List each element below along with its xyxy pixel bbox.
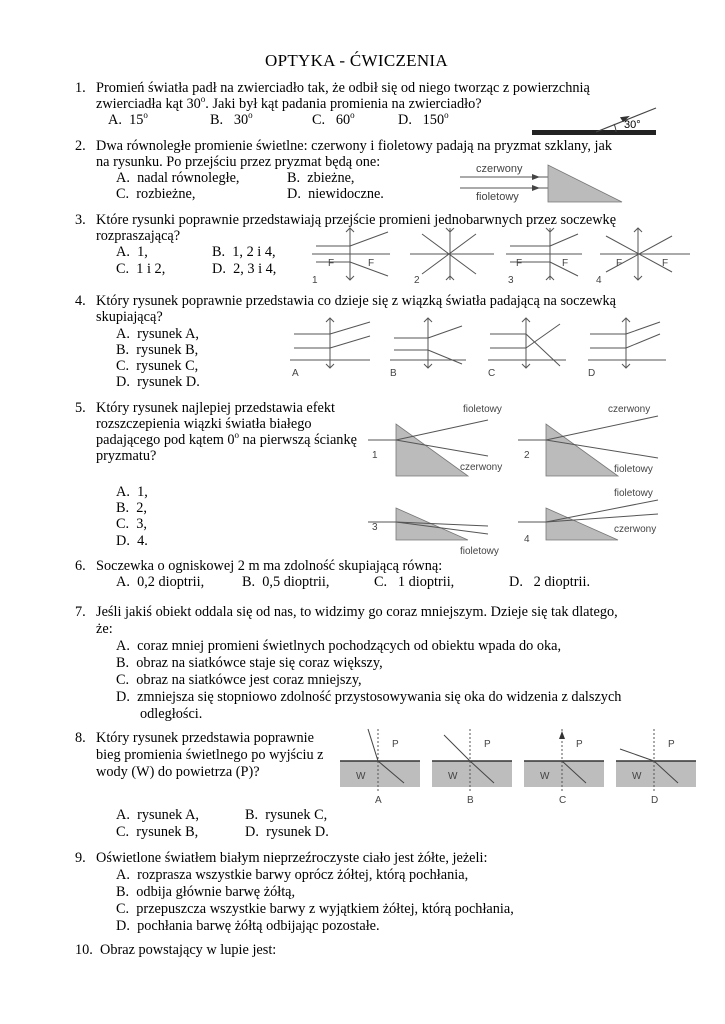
q3-option-c[interactable]: C. 1 i 2, bbox=[116, 261, 166, 277]
q4-text-line2: skupiającą? bbox=[96, 309, 163, 325]
q3-fig-2 bbox=[410, 228, 494, 280]
q9-option-d[interactable]: D. pochłania barwę żółtą odbijając pozostałe. bbox=[116, 918, 380, 934]
q3-fig-3 bbox=[506, 228, 582, 280]
q6-option-b[interactable]: B. 0,5 dioptrii, bbox=[242, 574, 330, 590]
q8-fig-b bbox=[432, 729, 512, 793]
svg-text:czerwony: czerwony bbox=[608, 404, 651, 415]
q2-option-b[interactable]: B. zbieżne, bbox=[287, 170, 355, 186]
svg-text:3: 3 bbox=[372, 522, 378, 533]
q8-option-b[interactable]: B. rysunek C, bbox=[245, 807, 328, 823]
q5-prism-figures bbox=[368, 400, 668, 560]
q8-option-a[interactable]: A. rysunek A, bbox=[116, 807, 200, 823]
q5-option-a[interactable]: A. 1, bbox=[116, 484, 148, 500]
q4-lens-figures bbox=[290, 316, 670, 378]
q9-option-c[interactable]: C. przepuszcza wszystkie barwy z wyjątkiem żółtej, którą pochłania, bbox=[116, 901, 514, 917]
svg-text:1: 1 bbox=[372, 450, 378, 461]
q8-text-line1: Który rysunek przedstawia poprawnie bbox=[96, 730, 314, 746]
q3-text-line2: rozpraszającą? bbox=[96, 228, 181, 244]
page-title: OPTYKA - ĆWICZENIA bbox=[265, 51, 448, 70]
q2-number: 2. bbox=[75, 138, 86, 154]
svg-text:A: A bbox=[375, 795, 382, 806]
q7-text-line1: Jeśli jakiś obiekt oddala się od nas, to widzimy go coraz mniejszym. Dzieje się tak dlatego, bbox=[96, 604, 618, 620]
q5-option-d[interactable]: D. 4. bbox=[116, 533, 148, 549]
q7-option-c[interactable]: C. obraz na siatkówce jest coraz mniejszy, bbox=[116, 672, 362, 688]
q2-option-c[interactable]: C. rozbieżne, bbox=[116, 186, 196, 202]
q1-option-c[interactable]: C. 60$^o$ bbox=[312, 110, 355, 128]
svg-text:P: P bbox=[392, 739, 399, 750]
q1-option-d[interactable]: D. 150$^o$ bbox=[398, 110, 449, 128]
q8-number: 8. bbox=[75, 730, 86, 746]
q3-option-b[interactable]: B. 1, 2 i 4, bbox=[212, 244, 276, 260]
q4-fig-b bbox=[390, 318, 466, 368]
svg-text:D: D bbox=[588, 368, 596, 379]
q8-refraction-figures bbox=[340, 727, 710, 807]
svg-text:4: 4 bbox=[596, 275, 602, 286]
q4-fig-d bbox=[588, 318, 666, 368]
q8-fig-c bbox=[524, 729, 604, 793]
q5-text-line1: Który rysunek najlepiej przedstawia efekt bbox=[96, 400, 335, 416]
angle-label: 30° bbox=[624, 119, 641, 131]
svg-text:F: F bbox=[516, 258, 523, 269]
red-label: czerwony bbox=[476, 163, 523, 175]
q6-text-line1: Soczewka o ogniskowej 2 m ma zdolność skupiającą równą: bbox=[96, 558, 443, 574]
q1-option-b[interactable]: B. 30$^o$ bbox=[210, 110, 253, 128]
q3-fig-1 bbox=[312, 228, 390, 280]
svg-text:P: P bbox=[576, 739, 583, 750]
svg-text:W: W bbox=[540, 771, 550, 782]
q9-text-line1: Oświetlone światłem białym nieprzeźroczyste ciało jest żółte, jeżeli: bbox=[96, 850, 488, 866]
q8-fig-d bbox=[616, 729, 696, 793]
q5-text-line4: pryzmatu? bbox=[96, 448, 157, 464]
q10-number: 10. bbox=[75, 942, 93, 958]
svg-text:P: P bbox=[484, 739, 491, 750]
svg-text:czerwony: czerwony bbox=[614, 524, 657, 535]
svg-text:F: F bbox=[662, 258, 669, 269]
q5-text-line3: padającego pod kątem 0$^o$ na pierwszą ściankę bbox=[96, 430, 357, 448]
svg-text:F: F bbox=[562, 258, 569, 269]
svg-text:1: 1 bbox=[312, 275, 318, 286]
q8-text-line3: wody (W) do powietrza (P)? bbox=[96, 764, 260, 780]
svg-text:C: C bbox=[559, 795, 567, 806]
svg-text:P: P bbox=[668, 739, 675, 750]
q9-option-b[interactable]: B. odbija głównie barwę żółtą, bbox=[116, 884, 296, 900]
q1-mirror-figure bbox=[532, 108, 662, 138]
q4-option-d[interactable]: D. rysunek D. bbox=[116, 374, 200, 390]
q5-option-b[interactable]: B. 2, bbox=[116, 500, 148, 516]
q7-option-d-line2: odległości. bbox=[140, 706, 203, 722]
q3-lens-figures bbox=[310, 226, 710, 286]
svg-text:fioletowy: fioletowy bbox=[614, 464, 653, 475]
q10-text-line1: Obraz powstający w lupie jest: bbox=[100, 942, 277, 958]
svg-text:C: C bbox=[488, 368, 496, 379]
q7-option-b[interactable]: B. obraz na siatkówce staje się coraz większy, bbox=[116, 655, 383, 671]
svg-text:F: F bbox=[328, 258, 335, 269]
svg-text:3: 3 bbox=[508, 275, 514, 286]
q4-fig-c bbox=[488, 318, 566, 368]
prism bbox=[548, 165, 622, 202]
svg-text:F: F bbox=[616, 258, 623, 269]
q5-option-c[interactable]: C. 3, bbox=[116, 516, 148, 532]
q3-number: 3. bbox=[75, 212, 86, 228]
svg-text:A: A bbox=[292, 368, 299, 379]
svg-text:W: W bbox=[448, 771, 458, 782]
q7-option-d[interactable]: D. zmniejsza się stopniowo zdolność przystosowywania się oka do widzenia z dalszych bbox=[116, 689, 622, 705]
svg-text:F: F bbox=[368, 258, 375, 269]
svg-text:fioletowy: fioletowy bbox=[463, 404, 502, 415]
q6-option-d[interactable]: D. 2 dioptrii. bbox=[509, 574, 591, 590]
q6-number: 6. bbox=[75, 558, 86, 574]
q5-fig-1 bbox=[368, 404, 502, 476]
q3-text-line1: Które rysunki poprawnie przedstawiają przejście promieni jednobarwnych przez soczewkę bbox=[96, 212, 617, 228]
q5-fig-2 bbox=[518, 404, 658, 476]
svg-text:W: W bbox=[356, 771, 366, 782]
svg-text:4: 4 bbox=[524, 534, 530, 545]
q4-text-line1: Który rysunek poprawnie przedstawia co dzieje się z wiązką światła padającą na soczewką bbox=[96, 293, 617, 309]
svg-text:W: W bbox=[632, 771, 642, 782]
q8-text-line2: bieg promienia świetlnego po wyjściu z bbox=[96, 747, 324, 763]
svg-text:fioletowy: fioletowy bbox=[460, 546, 499, 557]
q4-option-a[interactable]: A. rysunek A, bbox=[116, 326, 200, 342]
svg-text:2: 2 bbox=[414, 275, 420, 286]
q1-option-a[interactable]: A. 15$^o$ bbox=[108, 110, 148, 128]
svg-text:B: B bbox=[467, 795, 474, 806]
q8-option-c[interactable]: C. rysunek B, bbox=[116, 824, 199, 840]
q3-fig-4 bbox=[600, 228, 690, 280]
q4-option-b[interactable]: B. rysunek B, bbox=[116, 342, 199, 358]
svg-text:B: B bbox=[390, 368, 397, 379]
q2-text-line2: na rysunku. Po przejściu przez pryzmat będą one: bbox=[96, 154, 381, 170]
q7-number: 7. bbox=[75, 604, 86, 620]
q2-option-d[interactable]: D. niewidoczne. bbox=[287, 186, 384, 202]
q3-option-d[interactable]: D. 2, 3 i 4, bbox=[212, 261, 277, 277]
q5-fig-4 bbox=[518, 488, 658, 545]
q5-text-line2: rozszczepienia wiązki światła białego bbox=[96, 416, 312, 432]
q7-option-a[interactable]: A. coraz mniej promieni świetlnych pochodzących od obiektu wpada do oka, bbox=[116, 638, 562, 654]
svg-text:czerwony: czerwony bbox=[460, 462, 503, 473]
q2-text-line1: Dwa równoległe promienie świetlne: czerwony i fioletowy padają na pryzmat szklany, jak bbox=[96, 138, 612, 154]
violet-label: fioletowy bbox=[476, 191, 519, 203]
q3-option-a[interactable]: A. 1, bbox=[116, 244, 148, 260]
q1-text-line2: zwierciadła kąt 30$^o$. Jaki był kąt padania promienia na zwierciadło? bbox=[96, 94, 482, 112]
q5-number: 5. bbox=[75, 400, 86, 416]
q6-option-c[interactable]: C. 1 dioptrii, bbox=[374, 574, 455, 590]
q4-option-c[interactable]: C. rysunek C, bbox=[116, 358, 199, 374]
svg-text:D: D bbox=[651, 795, 659, 806]
q8-fig-a bbox=[340, 729, 420, 793]
q7-text-line2: że: bbox=[96, 621, 113, 637]
q8-option-d[interactable]: D. rysunek D. bbox=[245, 824, 329, 840]
q1-number: 1. bbox=[75, 80, 86, 96]
q9-number: 9. bbox=[75, 850, 86, 866]
q2-option-a[interactable]: A. nadal równoległe, bbox=[116, 170, 240, 186]
svg-text:fioletowy: fioletowy bbox=[614, 488, 653, 499]
q4-number: 4. bbox=[75, 293, 86, 309]
svg-text:2: 2 bbox=[524, 450, 530, 461]
q1-text-line1: Promień światła padł na zwierciadło tak, że odbił się od niego tworząc z powierzchnią bbox=[96, 80, 590, 96]
q2-prism-figure bbox=[460, 160, 630, 210]
q4-fig-a bbox=[290, 318, 370, 368]
q5-fig-3 bbox=[368, 508, 499, 557]
q6-option-a[interactable]: A. 0,2 dioptrii, bbox=[116, 574, 205, 590]
q9-option-a[interactable]: A. rozprasza wszystkie barwy oprócz żółtej, którą pochłania, bbox=[116, 867, 469, 883]
